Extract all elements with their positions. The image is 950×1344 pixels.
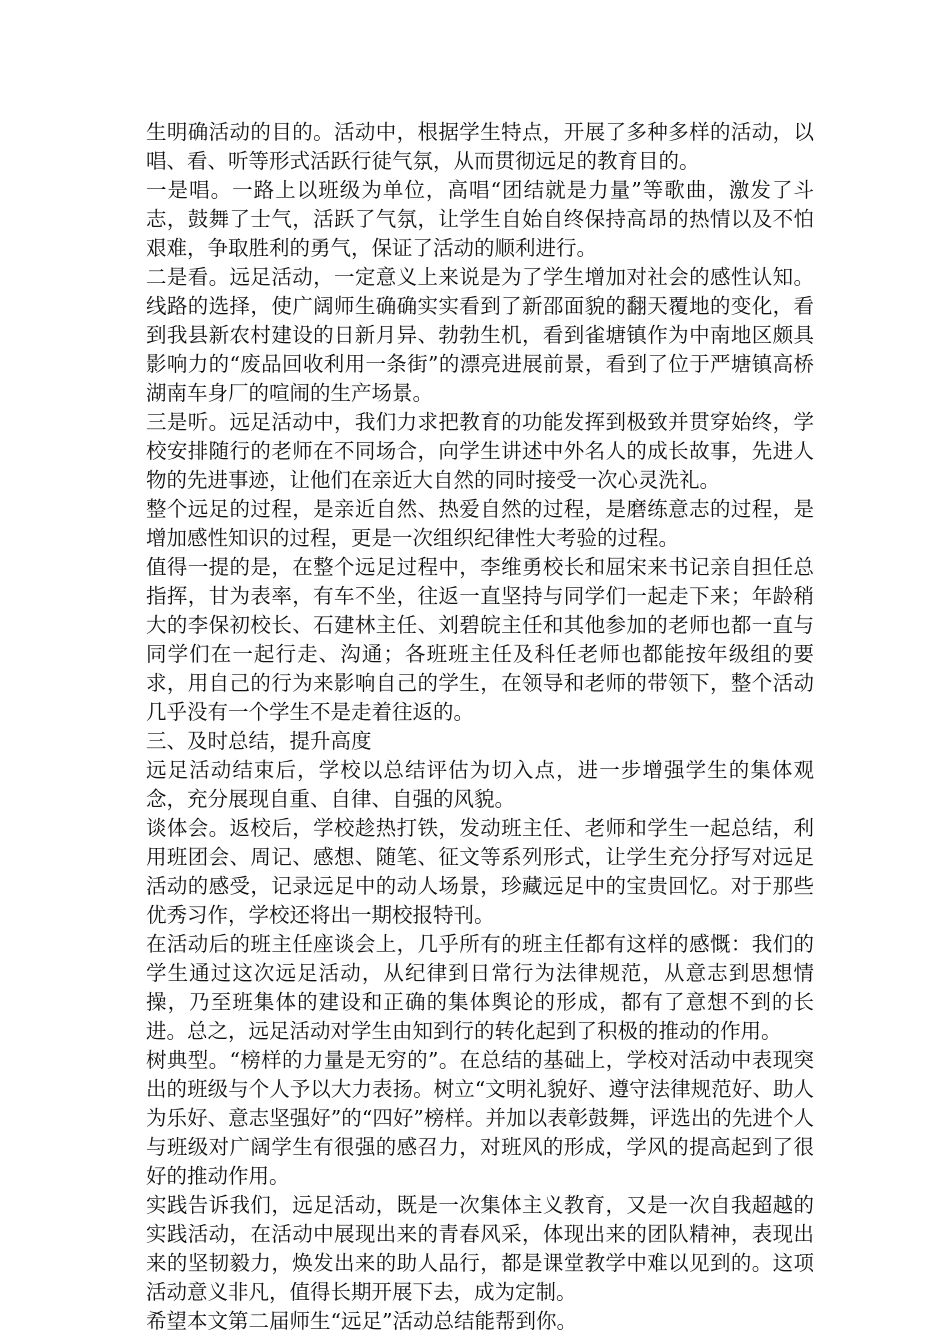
paragraph-10: 在活动后的班主任座谈会上，几乎所有的班主任都有这样的感慨：我们的学生通过这次远足活动，从纪律到日常行为法律规范，从意志到思想情操，乃至班集体的建设和正确的集体舆论的形成，都有了意想不到的长进。总之，远足活动对学生由知到行的转化起到了积极的推动的作用。 [146,932,814,1043]
paragraph-1: 生明确活动的目的。活动中，根据学生特点，开展了多种多样的活动，以唱、看、听等形式活跃行徒气氛，从而贯彻远足的教育目的。 [146,120,814,173]
paragraph-2: 一是唱。一路上以班级为单位，高唱“团结就是力量”等歌曲，激发了斗志，鼓舞了士气，活跃了气氛，让学生自始自终保持高昂的热情以及不怕艰难，争取胜利的勇气，保证了活动的顺利进行。 [146,178,814,260]
paragraph-12: 实践告诉我们，远足活动，既是一次集体主义教育，又是一次自我超越的实践活动，在活动中展现出来的青春风采，体现出来的团队精神，表现出来的坚韧毅力，焕发出来的助人品行，都是课堂教学中难以见到的。这项活动意义非凡，值得长期开展下去，成为定制。 [146,1193,814,1304]
paragraph-3: 二是看。远足活动，一定意义上来说是为了学生增加对社会的感性认知。线路的选择，使广阔师生确确实实看到了新邵面貌的翻天覆地的变化，看到我县新农村建设的日新月异、勃勃生机，看到雀塘镇作为中南地区颇具影响力的“废品回收利用一条街”的漂亮进展前景，看到了位于严塘镇高桥湖南车身厂的喧闹的生产场景。 [146,265,814,405]
paragraph-4: 三是听。远足活动中，我们力求把教育的功能发挥到极致并贯穿始终，学校安排随行的老师在不同场合，向学生讲述中外名人的成长故事，先进人物的先进事迹，让他们在亲近大自然的同时接受一次心灵洗礼。 [146,410,814,492]
paragraph-6: 值得一提的是，在整个远足过程中，李维勇校长和屈宋来书记亲自担任总指挥，甘为表率，有车不坐，往返一直坚持与同学们一起走下来；年龄稍大的李保初校长、石建林主任、刘碧皖主任和其他参加的老师也都一直与同学们在一起行走、沟通；各班班主任及科任老师也都能按年级组的要求，用自己的行为来影响自己的学生，在领导和老师的带领下，整个活动几乎没有一个学生不是走着往返的。 [146,555,814,724]
closing-line: 希望本文第二届师生“远足”活动总结能帮到你。 [146,1309,577,1333]
section-heading: 三、及时总结，提升高度 [146,729,372,753]
paragraph-11: 树典型。“榜样的力量是无穷的”。在总结的基础上，学校对活动中表现突出的班级与个人予以大力表扬。树立“文明礼貌好、遵守法律规范好、助人为乐好、意志坚强好”的“四好”榜样。并加以表彰鼓舞，评选出的先进个人与班级对广阔学生有很强的感召力，对班风的形成，学风的提高起到了很好的推动作用。 [146,1048,814,1188]
document-body [146,118,814,1336]
paragraph-5: 整个远足的过程，是亲近自然、热爱自然的过程，是磨练意志的过程，是增加感性知识的过程，更是一次组织纪律性大考验的过程。 [146,497,814,550]
paragraph-9: 谈体会。返校后，学校趁热打铁，发动班主任、老师和学生一起总结，利用班团会、周记、感想、随笔、征文等系列形式，让学生充分抒写对远足活动的感受，记录远足中的动人场景，珍藏远足中的宝贵回忆。对于那些优秀习作，学校还将出一期校报特刊。 [146,816,814,927]
paragraph-8: 远足活动结束后，学校以总结评估为切入点，进一步增强学生的集体观念，充分展现自重、自律、自强的风貌。 [146,758,814,811]
